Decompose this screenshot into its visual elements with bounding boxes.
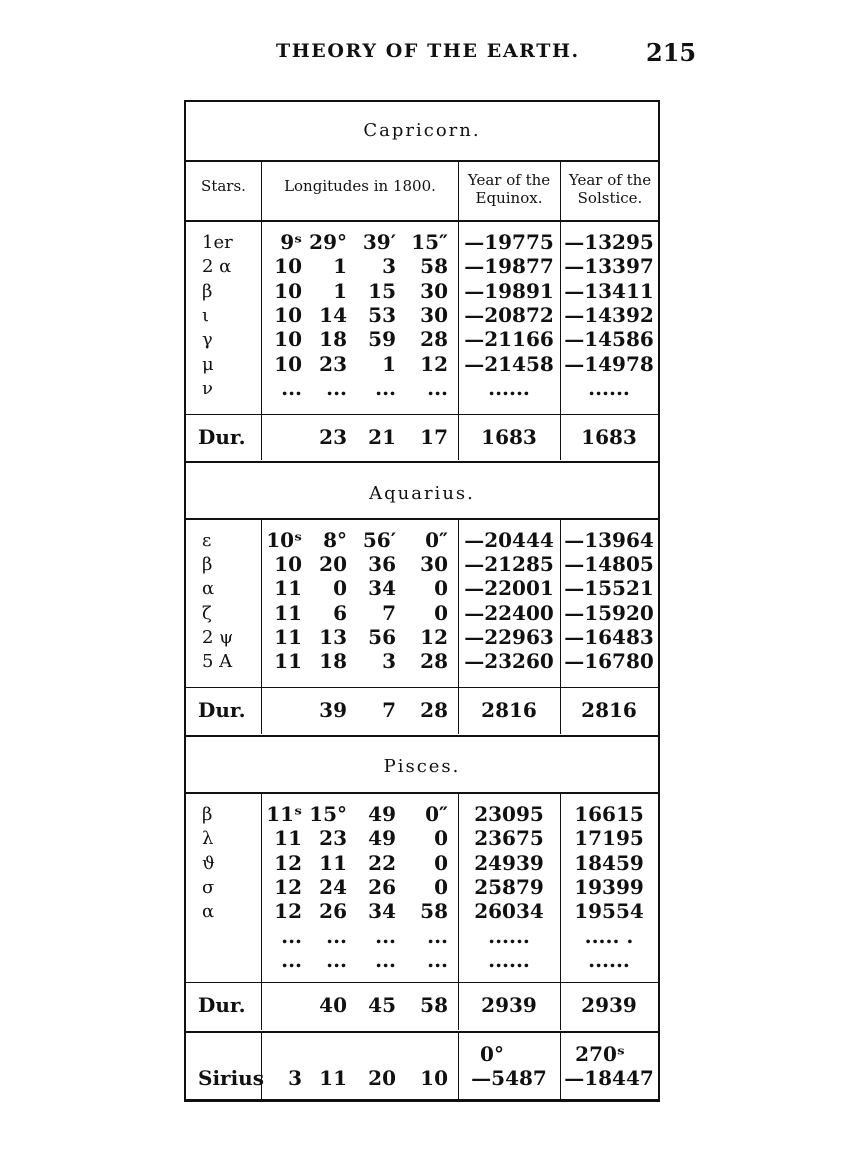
capricorn-divider-equinox (560, 160, 561, 460)
pisces-row-0-lon-3: 0″ (425, 802, 448, 826)
rule-pisces-dur (186, 982, 658, 983)
capricorn-row-4-equinox: —21166 (464, 327, 554, 352)
aquarius-dur-lon-2: 7 (382, 698, 396, 722)
col-header-longitudes: Longitudes in 1800. (284, 177, 436, 195)
aquarius-row-0-equinox: —20444 (464, 528, 554, 552)
pisces-row-2-lon-0: 12 (274, 850, 302, 875)
pisces-row-3-solstice: 19399 (574, 874, 644, 899)
rule-aquarius-end (186, 735, 658, 737)
sirius-label: Sirius (198, 1066, 264, 1090)
capricorn-row-0-solstice: —13295 (564, 230, 654, 254)
capricorn-row-3-lon-1: 14 (319, 302, 347, 327)
aquarius-divider-equinox (560, 518, 561, 734)
pisces-row-3-lon-2: 26 (368, 874, 396, 899)
aquarius-row-3-star: ζ (202, 602, 212, 624)
sirius-equinox-top: 0° (480, 1042, 504, 1066)
pisces-row-2-lon-2: 22 (368, 850, 396, 875)
aquarius-row-1-lon-3: 30 (420, 552, 448, 577)
section-title-pisces: Pisces. (383, 756, 461, 777)
sirius-divider-equinox (560, 1031, 561, 1100)
section-title-capricorn: Capricorn. (363, 120, 481, 141)
capricorn-row-2-lon-1: 1 (333, 278, 347, 303)
pisces-row-0-equinox: 23095 (474, 802, 544, 826)
capricorn-row-4-lon-0: 10 (274, 327, 302, 352)
pisces-row-2-equinox: 24939 (474, 850, 544, 875)
aquarius-row-2-lon-1: 0 (333, 576, 347, 601)
capricorn-row-3-lon-3: 30 (420, 302, 448, 327)
aquarius-row-1-lon-0: 10 (274, 552, 302, 577)
aquarius-row-3-lon-2: 7 (382, 600, 396, 625)
pisces-row-0-lon-1: 15° (309, 802, 347, 826)
pisces-row-6-solstice: ...... (588, 947, 630, 972)
aquarius-row-4-star: 2 ψ (202, 626, 234, 648)
aquarius-row-4-lon-0: 11 (274, 624, 302, 649)
pisces-row-6-equinox: ...... (488, 947, 530, 972)
aquarius-row-5-star: 5 A (202, 651, 233, 672)
aquarius-row-3-lon-0: 11 (274, 600, 302, 625)
capricorn-row-4-solstice: —14586 (564, 327, 654, 352)
pisces-row-5-solstice: ..... . (584, 923, 634, 948)
pisces-dur-equinox: 2939 (481, 993, 537, 1017)
sirius-solstice-top: 270ˢ (575, 1042, 625, 1066)
aquarius-row-2-star: α (202, 578, 215, 600)
aquarius-row-2-lon-3: 0 (434, 576, 448, 601)
capricorn-row-1-equinox: —19877 (464, 254, 554, 279)
pisces-row-4-star: α (202, 901, 215, 923)
sirius-lon-1: 11 (319, 1066, 347, 1090)
pisces-row-6-lon-3: ... (427, 947, 448, 972)
capricorn-row-3-lon-2: 53 (368, 302, 396, 327)
capricorn-divider-stars (261, 160, 262, 460)
col-header-equinox-2: Equinox. (475, 189, 543, 207)
pisces-row-0-lon-2: 49 (368, 802, 396, 826)
pisces-row-2-star: ϑ (202, 852, 215, 874)
capricorn-row-0-lon-3: 15″ (411, 230, 448, 254)
pisces-row-6-lon-2: ... (375, 947, 396, 972)
aquarius-divider-stars (261, 518, 262, 734)
rule-capricorn-end (186, 461, 658, 463)
aquarius-row-2-lon-0: 11 (274, 576, 302, 601)
capricorn-row-2-solstice: —13411 (564, 278, 654, 303)
aquarius-row-4-lon-3: 12 (420, 624, 448, 649)
capricorn-row-1-solstice: —13397 (564, 254, 654, 279)
pisces-row-4-lon-3: 58 (420, 899, 448, 924)
pisces-row-5-lon-3: ... (427, 923, 448, 948)
capricorn-row-3-star: ι (202, 304, 210, 326)
pisces-dur-lon-1: 40 (319, 993, 347, 1017)
pisces-row-1-equinox: 23675 (474, 826, 544, 851)
capricorn-row-5-lon-2: 1 (382, 351, 396, 376)
capricorn-dur-lon-2: 21 (368, 425, 396, 449)
capricorn-row-5-star: μ (202, 353, 214, 375)
pisces-row-4-lon-2: 34 (368, 899, 396, 924)
capricorn-dur-equinox: 1683 (481, 425, 537, 449)
pisces-row-1-lon-3: 0 (434, 826, 448, 851)
aquarius-row-1-solstice: —14805 (564, 552, 654, 577)
col-header-stars: Stars. (201, 177, 246, 195)
pisces-row-3-lon-0: 12 (274, 874, 302, 899)
capricorn-dur-lon-1: 23 (319, 425, 347, 449)
aquarius-row-2-lon-2: 34 (368, 576, 396, 601)
aquarius-row-1-star: β (202, 554, 213, 576)
sirius-lon-0: 3 (288, 1066, 302, 1090)
sirius-divider-stars (261, 1031, 262, 1100)
pisces-row-2-lon-1: 11 (319, 850, 347, 875)
sirius-equinox: —5487 (471, 1066, 547, 1090)
capricorn-divider-longitude (458, 160, 459, 460)
pisces-row-5-equinox: ...... (488, 923, 530, 948)
pisces-divider-stars (261, 792, 262, 1030)
aquarius-dur-lon-3: 28 (420, 698, 448, 722)
capricorn-row-2-equinox: —19891 (464, 278, 554, 303)
pisces-row-1-star: λ (202, 828, 214, 850)
aquarius-row-5-lon-3: 28 (420, 649, 448, 673)
capricorn-row-6-lon-3: ... (427, 375, 448, 400)
pisces-row-0-lon-0: 11ˢ (266, 802, 302, 826)
pisces-row-1-solstice: 17195 (574, 826, 644, 851)
pisces-row-5-lon-2: ... (375, 923, 396, 948)
star-table (184, 100, 660, 1102)
pisces-row-2-lon-3: 0 (434, 850, 448, 875)
sirius-lon-2: 20 (368, 1066, 396, 1090)
aquarius-row-0-lon-3: 0″ (425, 528, 448, 552)
capricorn-row-6-lon-0: ... (281, 375, 302, 400)
capricorn-row-5-lon-1: 23 (319, 351, 347, 376)
pisces-row-4-lon-0: 12 (274, 899, 302, 924)
pisces-dur-lon-3: 58 (420, 993, 448, 1017)
rule-pisces-title (186, 792, 658, 794)
aquarius-row-0-lon-0: 10ˢ (266, 528, 302, 552)
aquarius-row-4-solstice: —16483 (564, 624, 654, 649)
aquarius-row-1-lon-2: 36 (368, 552, 396, 577)
pisces-row-6-lon-0: ... (281, 947, 302, 972)
col-header-solstice-2: Solstice. (577, 189, 643, 207)
rule-aquarius-title (186, 518, 658, 520)
capricorn-row-5-equinox: —21458 (464, 351, 554, 376)
pisces-row-1-lon-0: 11 (274, 826, 302, 851)
capricorn-row-3-lon-0: 10 (274, 302, 302, 327)
capricorn-row-4-lon-2: 59 (368, 327, 396, 352)
aquarius-row-2-equinox: —22001 (464, 576, 554, 601)
aquarius-row-5-equinox: —23260 (464, 649, 554, 673)
capricorn-dur-solstice: 1683 (581, 425, 637, 449)
aquarius-dur-lon-1: 39 (319, 698, 347, 722)
pisces-row-4-lon-1: 26 (319, 899, 347, 924)
capricorn-row-5-lon-3: 12 (420, 351, 448, 376)
capricorn-row-2-lon-2: 15 (368, 278, 396, 303)
pisces-row-5-lon-0: ... (281, 923, 302, 948)
capricorn-row-6-star: ν (202, 377, 213, 399)
col-header-solstice-1: Year of the (568, 171, 652, 189)
pisces-row-4-solstice: 19554 (574, 899, 644, 924)
pisces-row-4-equinox: 26034 (474, 899, 544, 924)
pisces-row-0-solstice: 16615 (574, 802, 644, 826)
pisces-row-3-lon-3: 0 (434, 874, 448, 899)
rule-capricorn-dur (186, 414, 658, 415)
aquarius-row-0-lon-1: 8° (323, 528, 347, 552)
capricorn-dur-label: Dur. (198, 425, 246, 449)
pisces-divider-longitude (458, 792, 459, 1030)
pisces-row-5-lon-1: ... (326, 923, 347, 948)
capricorn-row-4-lon-1: 18 (319, 327, 347, 352)
capricorn-row-3-equinox: —20872 (464, 302, 554, 327)
aquarius-row-4-lon-2: 56 (368, 624, 396, 649)
pisces-row-1-lon-1: 23 (319, 826, 347, 851)
capricorn-row-5-solstice: —14978 (564, 351, 654, 376)
pisces-row-2-solstice: 18459 (574, 850, 644, 875)
aquarius-dur-label: Dur. (198, 698, 246, 722)
capricorn-dur-lon-3: 17 (420, 425, 448, 449)
capricorn-row-2-lon-0: 10 (274, 278, 302, 303)
aquarius-row-5-lon-0: 11 (274, 649, 302, 673)
aquarius-dur-solstice: 2816 (581, 698, 637, 722)
capricorn-row-0-equinox: —19775 (464, 230, 554, 254)
pisces-dur-label: Dur. (198, 993, 246, 1017)
running-head: THEORY OF THE EARTH. (276, 40, 580, 62)
capricorn-row-6-equinox: ...... (488, 375, 530, 400)
capricorn-row-3-solstice: —14392 (564, 302, 654, 327)
capricorn-row-0-lon-2: 39′ (362, 230, 396, 254)
capricorn-row-6-lon-2: ... (375, 375, 396, 400)
capricorn-row-4-star: γ (202, 329, 213, 351)
pisces-divider-equinox (560, 792, 561, 1030)
aquarius-row-4-equinox: —22963 (464, 624, 554, 649)
rule-capricorn-title (186, 160, 658, 162)
aquarius-row-5-solstice: —16780 (564, 649, 654, 673)
col-header-equinox-1: Year of the (467, 171, 551, 189)
rule-pisces-end (186, 1031, 658, 1033)
capricorn-row-1-lon-3: 58 (420, 254, 448, 279)
rule-column-headers (186, 220, 658, 222)
capricorn-row-5-lon-0: 10 (274, 351, 302, 376)
aquarius-dur-equinox: 2816 (481, 698, 537, 722)
capricorn-row-1-lon-1: 1 (333, 254, 347, 279)
capricorn-row-6-lon-1: ... (326, 375, 347, 400)
aquarius-row-3-lon-3: 0 (434, 600, 448, 625)
aquarius-row-0-lon-2: 56′ (362, 528, 396, 552)
aquarius-row-4-lon-1: 13 (319, 624, 347, 649)
pisces-row-6-lon-1: ... (326, 947, 347, 972)
aquarius-row-5-lon-1: 18 (319, 649, 347, 673)
page-number: 215 (646, 38, 697, 67)
capricorn-row-2-star: β (202, 280, 213, 302)
capricorn-row-0-star: 1er (202, 232, 233, 253)
capricorn-row-0-lon-0: 9ˢ (280, 230, 302, 254)
pisces-row-3-equinox: 25879 (474, 874, 544, 899)
aquarius-divider-longitude (458, 518, 459, 734)
capricorn-row-1-lon-2: 3 (382, 254, 396, 279)
pisces-dur-lon-2: 45 (368, 993, 396, 1017)
pisces-dur-solstice: 2939 (581, 993, 637, 1017)
aquarius-row-0-star: ε (202, 530, 212, 551)
sirius-solstice: —18447 (564, 1066, 654, 1090)
aquarius-row-3-equinox: —22400 (464, 600, 554, 625)
aquarius-row-1-lon-1: 20 (319, 552, 347, 577)
pisces-row-3-lon-1: 24 (319, 874, 347, 899)
aquarius-row-3-solstice: —15920 (564, 600, 654, 625)
pisces-row-3-star: σ (202, 876, 215, 898)
capricorn-row-0-lon-1: 29° (309, 230, 347, 254)
sirius-lon-3: 10 (420, 1066, 448, 1090)
section-title-aquarius: Aquarius. (369, 483, 475, 504)
capricorn-row-1-star: 2 α (202, 256, 232, 278)
rule-aquarius-dur (186, 687, 658, 688)
capricorn-row-2-lon-3: 30 (420, 278, 448, 303)
capricorn-row-6-solstice: ...... (588, 375, 630, 400)
aquarius-row-0-solstice: —13964 (564, 528, 654, 552)
capricorn-row-4-lon-3: 28 (420, 327, 448, 352)
pisces-row-0-star: β (202, 804, 213, 825)
pisces-row-1-lon-2: 49 (368, 826, 396, 851)
aquarius-row-3-lon-1: 6 (333, 600, 347, 625)
capricorn-row-1-lon-0: 10 (274, 254, 302, 279)
sirius-divider-longitude (458, 1031, 459, 1100)
aquarius-row-2-solstice: —15521 (564, 576, 654, 601)
aquarius-row-5-lon-2: 3 (382, 649, 396, 673)
aquarius-row-1-equinox: —21285 (464, 552, 554, 577)
